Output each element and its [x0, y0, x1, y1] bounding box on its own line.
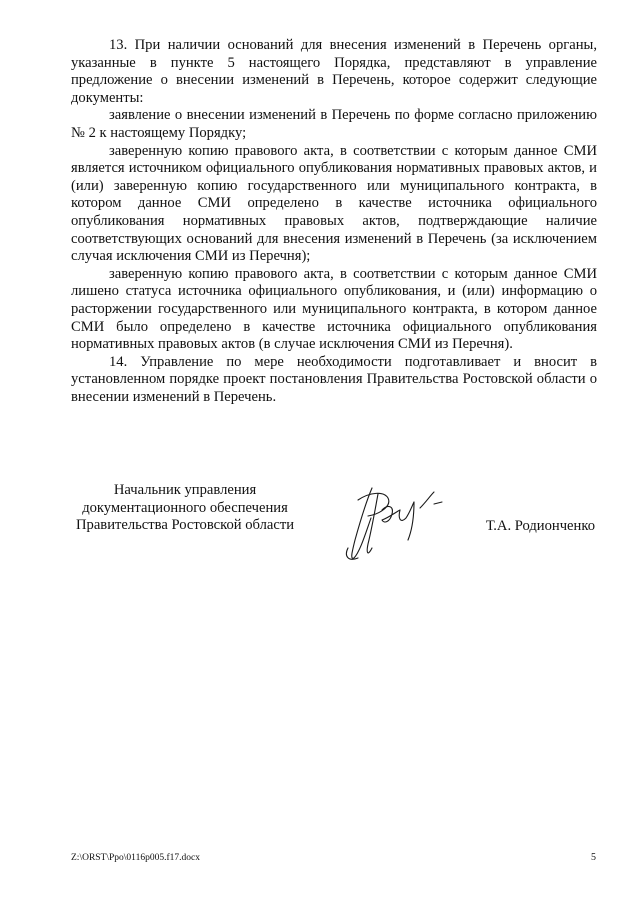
signatory-name: Т.А. Родионченко: [485, 518, 595, 534]
signatory-position-line: документационного обеспечения: [82, 499, 288, 516]
signatory-position-line: Начальник управления: [113, 482, 257, 498]
footer-file-path: Z:\ORST\Ppo\0116p005.f17.docx: [71, 853, 200, 863]
document-body: [71, 37, 597, 406]
paragraph-legal-act-copy-item: заверенную копию правового акта, в соответствии с которым данное СМИ является источником официального опубликования нормативных правовых актов, и (или) заверенную копию государственного или муниципального контракта, в котором данное СМИ определено в качестве источника официального опубликования нормативных правовых актов, подтверждающие наличие соответствующих оснований для внесения изменений в Перечень (за исключением случая исключения СМИ из Перечня);: [71, 142, 597, 265]
paragraph-13: 13. При наличии оснований для внесения изменений в Перечень органы, указанные в пункте 5 настоящего Порядка, представляют в управление предложение о внесении изменений в Перечень, которое содержит следующие документы:: [71, 37, 597, 106]
page-number: 5: [591, 852, 596, 863]
handwritten-signature: [338, 482, 456, 567]
signature-block: [0, 482, 640, 572]
paragraph-status-revoked-item: заверенную копию правового акта, в соответствии с которым данное СМИ лишено статуса источника официального опубликования, и (или) информацию о расторжении государственного или муниципального контракта, в котором данное СМИ было определено в качестве источника официального опубликования нормативных правовых актов (в случае исключения СМИ из Перечня).: [71, 265, 597, 353]
signatory-position-line: Правительства Ростовской области: [75, 517, 295, 534]
paragraph-14: 14. Управление по мере необходимости подготавливает и вносит в установленном порядке проект постановления Правительства Ростовской области о внесении изменений в Перечень.: [71, 353, 597, 405]
signatory-position: [60, 482, 310, 535]
paragraph-application-item: заявление о внесении изменений в Перечень по форме согласно приложению № 2 к настоящему Порядку;: [71, 107, 597, 141]
